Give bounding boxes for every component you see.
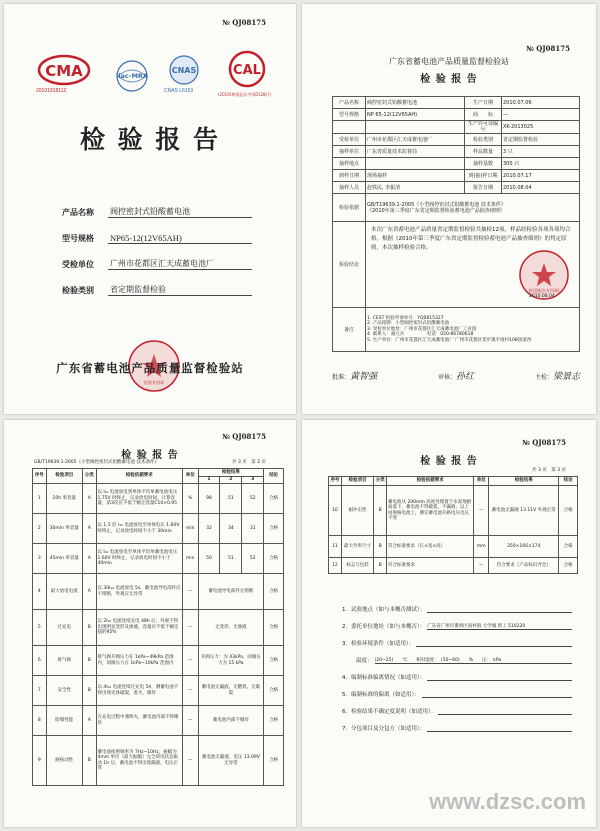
table-row: 12 标志与包装 B 符合标准要求 — 符合要求（产品标识齐全） 合格 — [329, 558, 578, 574]
reviewer-signature: 孙红 — [456, 372, 475, 382]
remark-line: 1. CEST 检验申请单号：YQ0815327 — [367, 315, 444, 321]
issuing-org: 广东省蓄电池产品质量监督检验站 — [56, 361, 244, 375]
report-number: № QJ08175 — [522, 438, 566, 447]
report-number: № QJ08175 — [222, 18, 266, 27]
issuing-org: 广东省蓄电池产品质量监督检验站 — [389, 57, 509, 66]
table-row: 1 10h 率容量 A 以 I₁₀ 电流放电到单体平均单蓄电池电压 1.75V 时终止，记录放电时间，计算容量，第3次应不低于额定容量C10×0.95 % 98 51 52 合格 — [33, 484, 284, 514]
table-row: 11 最大外形尺寸 B 符合标准要求（长×宽×高） mm 350×166×174 合格 — [329, 536, 578, 558]
summary-row: 型号规格 NP 65-12(12V65AH) 商 标 — — [333, 109, 580, 121]
report-cover-page — [4, 4, 296, 414]
table-row: 9 耐振动性 B 蓄电池按照频率为 7Hz~10Hz，振幅为 4mm 单位（最大振幅）完全荷电状态振动 1h 后，蓄电池不得出现漏液，电压正常 — 蓄电池无漏液，电压 13.09V 无异常 合格 — [33, 736, 284, 786]
svg-text:ilac-MRA: ilac-MRA — [116, 72, 148, 80]
page-counter: 共 3 页 第 2 页 — [232, 460, 266, 465]
table-row: 3 45min 率容量 A 以 I₁₀ 电流放电至单体平均单蓄电池电压 1.60V 时终止，记录放电时间不小于 40min min 50 51 52 合格 — [33, 544, 284, 574]
page-counter: 共 3 页 第 3 页 — [532, 468, 566, 473]
basis-row: 检验依据 GB/T19639.1-2005《小型阀控密封式铅酸蓄电池 技术条件》 《2010年第三季度广东省定期监督检验蓄电池产品抽查细则》 — [333, 194, 580, 222]
field-inspection-type: 检验类别 省定期监督检验 — [62, 270, 252, 296]
signature-row: 批准：黄智强 审核：孙红 主检：梁景志 — [332, 372, 580, 382]
note-line: 1．试验地点（如与本概否测试）： — [342, 596, 572, 613]
summary-row: 抽样单位 广东省质量技术监督局 样品数量 3 只 — [333, 146, 580, 158]
note-line: 3．检验环境条件（如适用）： — [342, 630, 572, 647]
ilac-mra-logo — [108, 56, 156, 96]
standard-ref: GB/T19639.1-2005《小型阀控密封式铅酸蓄电池 技术条件》 — [34, 460, 159, 465]
conclusion-text: 本次广东省蓄电池产品质量省定期监督检验共抽检12项，样品经检验各项各项均合格。根据《2010年第三季度广东省定期监督检验蓄电池产品抽查细则》的判定原则，本次抽样检验合格。 — [371, 227, 571, 251]
svg-text:CMA: CMA — [45, 62, 83, 80]
field-inspected-unit: 受检单位 广州市花都区汇天成蓄电池厂 — [62, 244, 252, 270]
official-seal: 检验专用章 — [126, 338, 182, 394]
report-title: 检 验 报 告 — [79, 125, 221, 154]
note-line: 6．检验结果不确定度说明（如适用）： — [342, 698, 572, 715]
table-row: 4 最大放电电流 A 以 30I₁₀ 电流放电 5s，蓄电池导电部件应不熔断，外观应无异常 — 蓄电池导电部件无熔断 合格 — [33, 574, 284, 610]
remark-line: 2. 产品铭牌：小型阀控密封式铅酸蓄电池 — [367, 321, 450, 327]
table-row: 6 排气阀 B 排气阀开阀压力在 1kPa~49kPa 范围内，闭阀压力在 1kPa~10kPa 范围内 — 开阀压力：为 43kPa，闭阀压力为 15 kPa 合格 — [33, 646, 284, 676]
cover-fields — [62, 196, 252, 296]
cnas-logo: CNAS CNAS L6153 — [156, 52, 212, 98]
table-row: 5 过充电 B 以 2I₁₀ 电流连续充电 48h 后，外观不得出现明显变形及渗液，容量应不低于额定值的95% — 无变形、无渗液 合格 — [33, 610, 284, 646]
summary-row: 产品名称 阀控密封式铅酸蓄电池 生产日期 2010.07.06 — [333, 97, 580, 109]
results-table: 序号 检验项目 分类 检验依据要求 单位 检验结果 结论 10 耐冲击性 B 蓄电池从 200mm 高度处理置于水泥地板面落下，蓄电池不得破裂、不漏液，以上同规格电池上，测定蓄电池开路电压电压不变 — 蓄电池无漏液 13.11V 外观正常 合格 11 最大外形尺寸 B 符合标准要求（长×宽×高） mm 350×166×174 合格 12 标志与包装 B 符合标准要求 — 符合要求（产品标识齐全） 合格 — [328, 476, 578, 574]
results-table: 序号 检验项目 分类 检验依据要求 单位 检验结果 结论 1 2 3 1 10h 率容量 A 以 I₁₀ 电流放电到单体平均单蓄电池电压 1.75V 时终止，记录放电时间，计算容量，第3次应不低于额定容量C10×0.95 % 98 51 52 合格 2 30min 率容量 A 以 1.5 倍 I₁₀ 电流放电至单体电压 1.60V 时终止，记录放电时间不小于 30min min 32 34 31 合格 3 45min 率容量 A 以 I₁₀ 电流放电至单体平均单蓄电池电压 1.60V 时终止，记录放电时间不小于 40min min 50 51 52 合格 4 最大放电电流 A 以 30I₁₀ 电流放电 5s，蓄电池导电部件应不熔断，外观应无异常 — 蓄电池导电部件无熔断 合格 5 过充电 B 以 2I₁₀ 电流连续充电 48h 后，外观不得出现明显变形及渗液，容量应不低于额定值的95% — 无变形、无渗液 合格 6 排气阀 B 排气阀开阀压力在 1kPa~49kPa 范围内，闭阀压力在 1kPa~10kPa 范围内 — 开阀压力：为 43kPa，闭阀压力为 15 kPa 合格 7 安全性 B 以 4I₁₀ 电流连续过充电 5h，测蓄电池不得出现壳体破裂，着火，爆炸 — 蓄电池无漏液、无燃烧、无破裂 合格 8 防爆性能 A 在充电过程中遇明火，蓄电池内部不得爆炸 — 蓄电池内部不爆炸 合格 9 耐振动性 B 蓄电池按照频率为 7Hz~10Hz，振幅为 4mm 单位（最大振幅）完全荷电状态振动 1h 后，蓄电池不得出现漏液，电压正常 — 蓄电池无漏液，电压 13.09V 无异常 合格 — [32, 468, 284, 786]
svg-text:CAL: CAL — [233, 63, 261, 78]
remarks-row: 备注 1. CEST 检验申请单号：YQ0815327 2. 产品铭牌：小型阀控密封式铅酸蓄电池 3. 受检单位地址：广州市花都区汇天成蓄电池厂工业园 4. 联系人：骆元兵 电话：020-86780618 5. 生产单位：广州市花都区汇天成蓄电池厂 广州市花都区炭步镇平岗村108国道西 — [333, 308, 580, 352]
summary-row: 生产许可证编号 XK-2013025 — [333, 121, 580, 134]
table-row: 8 防爆性能 A 在充电过程中遇明火，蓄电池内部不得爆炸 — 蓄电池内部不爆炸 合格 — [33, 706, 284, 736]
report-title: 检 验 报 告 — [121, 450, 179, 461]
cal-logo: CAL (2010)粤质监认字(S0128)号 — [218, 48, 276, 102]
report-title: 检 验 报 告 — [420, 456, 478, 467]
inspector-signature: 梁景志 — [552, 372, 580, 382]
note-line: 5．编制标准的偏离（如适用）： — [342, 681, 572, 698]
report-number: № QJ08175 — [222, 432, 266, 441]
note-line: 7．分包项目及分包方（如适用）： — [342, 715, 572, 732]
table-row: 7 安全性 B 以 4I₁₀ 电流连续过充电 5h，测蓄电池不得出现壳体破裂，着火，爆炸 — 蓄电池无漏液、无燃烧、无破裂 合格 — [33, 676, 284, 706]
report-title: 检 验 报 告 — [420, 74, 478, 85]
table-row: 2 30min 率容量 A 以 1.5 倍 I₁₀ 电流放电至单体电压 1.60V 时终止，记录放电时间不小于 30min min 32 34 31 合格 — [33, 514, 284, 544]
remark-line: 4. 联系人：骆元兵 电话：020-86780618 — [367, 332, 474, 338]
approver-signature: 黄智强 — [350, 372, 378, 382]
field-product-name: 产品名称 阀控密封式铅酸蓄电池 — [62, 196, 252, 218]
conclusion-row: 检验结论 本次广东省蓄电池产品质量省定期监督检验共抽检12项，样品经检验各项各项均合格。根据《2010年第三季度广东省定期监督检验蓄电池产品抽查细则》的判定原则，本次抽样检验合格。 (检验报告专用章) 2010.08.04 — [333, 222, 580, 308]
note-line: 温度： (20~25) ℃ 相对湿度： (50~60) % 压： kPa — [342, 647, 572, 664]
svg-text:CNAS: CNAS — [171, 66, 197, 75]
summary-table — [332, 96, 580, 352]
summary-row: 抽样人员 赵铁民, 李振清 报告日期 2010.08.04 — [333, 182, 580, 194]
note-line: 2．委托单位地址（如与本概否）： 广东省广州市番禺区南村镇 大学城 新工 510220 — [342, 613, 572, 630]
watermark: www.dzsc.com — [429, 789, 586, 814]
report-number: № QJ08175 — [526, 44, 570, 53]
inspection-seal: (检验报告专用章) 2010.08.04 — [517, 248, 571, 302]
summary-row: 抽样地点 抽样基数 300 只 — [333, 158, 580, 170]
results-page-2 — [4, 420, 296, 827]
summary-row: 到样日期 现场抽样 到(抽)样日期 2010.07.17 — [333, 170, 580, 182]
report-summary-page — [302, 4, 596, 414]
summary-row: 受检单位 广州市花都区汇天成蓄电池厂 检验类别 省定期监督检验 — [333, 134, 580, 146]
note-line: 4．编制标准偏离情况（如适用）： — [342, 664, 572, 681]
notes-section — [342, 596, 572, 732]
remark-line: 3. 受检单位地址：广州市花都区汇天成蓄电池厂工业园 — [367, 326, 477, 332]
results-page-3 — [302, 420, 596, 827]
table-row: 10 耐冲击性 B 蓄电池从 200mm 高度处理置于水泥地板面落下，蓄电池不得破裂、不漏液，以上同规格电池上，测定蓄电池开路电压电压不变 — 蓄电池无漏液 13.11V 外观正常 合格 — [329, 486, 578, 536]
cma-logo: CMA 2010191811Z — [34, 52, 94, 98]
remark-line: 5. 生产单位：广州市花都区汇天成蓄电池厂 广州市花都区炭步镇平岗村108国道西 — [367, 337, 532, 343]
field-model: 型号规格 NP65-12(12V65AH) — [62, 218, 252, 244]
